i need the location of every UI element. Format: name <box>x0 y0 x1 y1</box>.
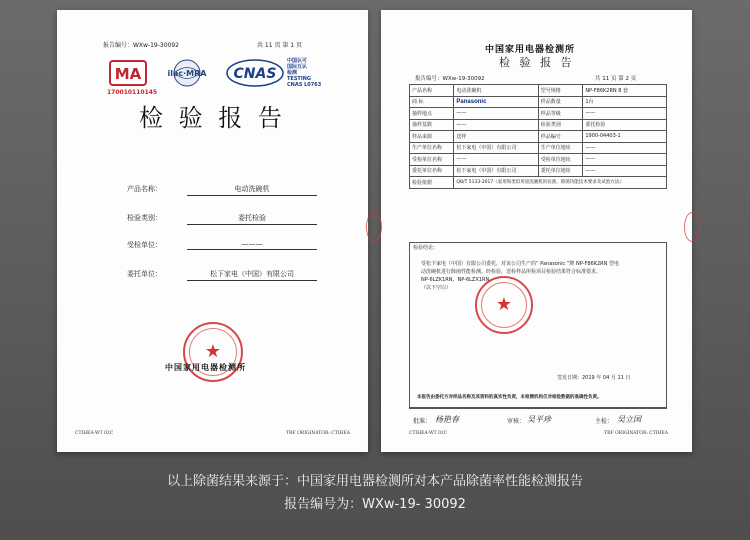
issue-date: 签发日期：2019 年 04 月 11 日 <box>557 375 631 381</box>
report-title: 检 验 报 告 <box>499 56 575 69</box>
report-detail-page <box>381 10 692 452</box>
table-row: 抽样基数 —— 检验类别 委托检验 <box>410 119 667 131</box>
report-title: 检 验 报 告 <box>139 104 286 132</box>
testing-institute-name: 中国家用电器检测所 <box>165 362 246 372</box>
svg-text:ilac·MRA: ilac·MRA <box>167 69 207 78</box>
field-inspection-type: 检验类别： 委托检验 <box>127 213 317 227</box>
footer-originator: TRF ORIGINATOR: CTIHEA <box>286 431 350 436</box>
report-cover-page <box>57 10 368 452</box>
table-row: 受检单位名称 —— 受检单位地址 —— <box>410 154 667 166</box>
cma-code: 170010110145 <box>107 89 158 96</box>
reviewer-signature: 吴平珍 <box>527 415 551 424</box>
svg-text:MA: MA <box>114 65 142 83</box>
field-client-unit: 委托单位： 松下家电（中国）有限公司 <box>127 269 317 283</box>
edge-seal-mark <box>684 212 700 242</box>
panasonic-brand: Panasonic <box>456 98 487 105</box>
table-row: 检验依据 QB/T 5133-2017《家用和类似用途洗碗机的抗菌、除菌功能技术要求及试验方法》 <box>410 177 667 189</box>
field-product-name: 产品名称： 电动洗碗机 <box>127 184 317 198</box>
footer-originator: TRF ORIGINATOR: CTIHEA <box>604 431 668 436</box>
official-seal: ★ <box>475 276 533 334</box>
ilac-mra-logo <box>165 58 209 88</box>
svg-text:CNAS: CNAS <box>233 66 277 82</box>
disclaimer-note: 本报告由委托方对样品名称及其资料的真实性负责，本检测机构仅对检验数据的准确性负责。 <box>417 395 602 400</box>
caption-line-1: 以上除菌结果来源于：中国家用电器检测所对本产品除菌率性能检测报告 <box>166 474 583 489</box>
cross-page-seal-mark <box>366 212 382 242</box>
report-number: 报告编号：WXw-19-30092 <box>103 42 180 49</box>
table-row: 生产单位名称 松下家电（中国）有限公司 生产单位地址 —— <box>410 142 667 154</box>
page-info: 共 11 页 第 2 页 <box>595 76 637 82</box>
signature-row <box>409 408 667 427</box>
approver-signature: 杨艳春 <box>435 415 459 424</box>
official-seal: ★ <box>183 322 243 382</box>
table-row: 商 标 Panasonic 样品数量 1台 <box>410 96 667 108</box>
table-row: 抽样地点 —— 样品等级 —— <box>410 108 667 120</box>
caption-line-2: 报告编号为：WXw-19- 30092 <box>284 497 466 512</box>
report-info-table <box>409 84 667 189</box>
footer-form-code: CTIHEA-WT 02C <box>75 431 114 436</box>
inspector-signature: 吴立国 <box>617 415 641 424</box>
report-number: 报告编号：WXw-19-30092 <box>415 76 485 82</box>
table-row: 委托单位名称 松下家电（中国）有限公司 委托单位地址 —— <box>410 165 667 177</box>
cnas-accreditation-text: 中国认可 国际互认 检测 TESTING CNAS L0763 <box>287 58 322 88</box>
table-row: 样品来源 送样 样品编号 1900-04403-1 <box>410 131 667 143</box>
cnas-logo <box>225 58 285 88</box>
inspector-label: 主检： <box>595 418 614 425</box>
table-row: 产品名称 电动洗碗机 型号规格 NP-F86K2RN 8 套 <box>410 85 667 97</box>
field-inspected-unit: 受检单位： ——— <box>127 240 317 254</box>
footer-form-code: CTIHEA-WT 02C <box>409 431 448 436</box>
review-label: 审核： <box>507 418 526 425</box>
conclusion-text: 受松下家电（中国）有限公司委托，对该公司生产的“ Panasonic ”牌 NP-F86K2RN 型电 动洗碗机进行除菌性能检测。经检验，送检样品所检项目检验结果符合标准要求。 NP-6LZK1RN、NP-6LZX1RN。 （以下空白） <box>421 261 619 291</box>
cma-logo <box>109 58 147 88</box>
approve-label: 批准： <box>413 418 432 425</box>
testing-institute-name: 中国家用电器检测所 <box>485 45 576 55</box>
page-info: 共 11 页 第 1 页 <box>257 42 302 49</box>
conclusion-label: 检验结论： <box>413 245 439 251</box>
